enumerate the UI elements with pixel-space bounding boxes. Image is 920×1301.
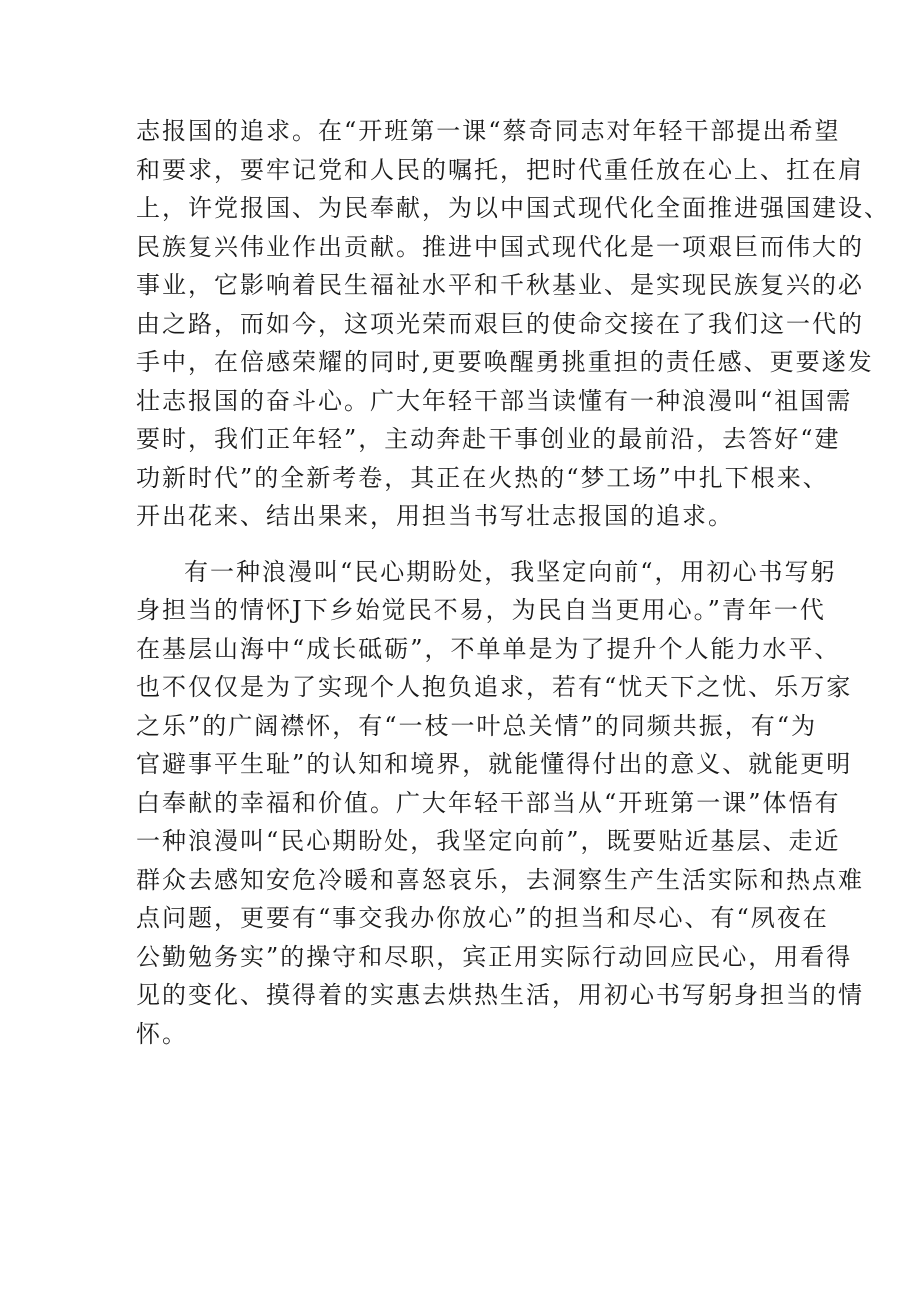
text-line: 有一种浪漫叫“民心期盼处，我坚定向前“，用初心书写躬: [184, 557, 837, 586]
text-line: 也不仅仅是为了实现个人抱负追求，若有“忧天下之忧、乐万家: [136, 673, 853, 701]
text-line: 由之路，而如今，这项光荣而艰巨的使命交接在了我们这一代的: [136, 309, 864, 338]
text-line: 上，许党报国、为民奉献，为以中国式现代化全面推进强国建设、: [136, 194, 890, 222]
text-line: 点问题，更要有“事交我办你放心”的担当和尽心、有“夙夜在: [136, 904, 829, 932]
document-body: [136, 112, 890, 1053]
paragraph-1: [136, 112, 890, 536]
text-line: 官避事平生耻”的认知和境界，就能懂得付出的意义、就能更明: [136, 750, 853, 778]
paragraph-spacer: [136, 536, 816, 553]
text-line: 在基层山海中“成长砥砺”，不单单是为了提升个人能力水平、: [136, 634, 841, 663]
text-line: 白奉献的幸福和价值。广大年轻干部当从“开班第一课”体悟有: [136, 788, 841, 817]
text-line: 怀。: [136, 1019, 188, 1048]
text-line: 公勤勉务实”的操守和尽职，宾正用实际行动回应民心，用看得: [136, 942, 853, 971]
text-line: 和要求，要牢记党和人民的嘱托，把时代重任放在心上、扛在肩: [136, 155, 864, 184]
paragraph-2: [136, 553, 864, 1054]
text-line: 见的变化、摸得着的实惠去烘热生活，用初心书写躬身担当的情: [136, 981, 864, 1009]
text-line: 志报国的追求。在“开班第一课“蔡奇同志对年轻干部提出希望: [136, 117, 841, 145]
text-line: 事业，它影响着民生福祉水平和千秋基业、是实现民族复兴的必: [136, 271, 864, 299]
text-line: 身担当的情怀J下乡始觉民不易，为民自当更用心。”青年一代: [136, 596, 826, 624]
text-line: 要时，我们正年轻”，主动奔赴干事创业的最前沿，去答好“建: [136, 425, 841, 453]
text-line: 开出花来、结出果来，用担当书写壮志报国的追求。: [136, 502, 734, 530]
text-line: 民族复兴伟业作出贡献。推进中国式现代化是一项艰巨而伟大的: [136, 232, 864, 261]
text-line: 功新时代”的全新考卷，其正在火热的“梦工场”中扎下根来、: [136, 463, 829, 492]
text-line: 壮志报国的奋斗心。广大年轻干部当读懂有一种浪漫叫“祖国需: [136, 386, 853, 415]
text-line: 群众去感知安危冷暖和喜怒哀乐，去洞察生产生活实际和热点难: [136, 865, 864, 894]
text-line: 之乐”的广阔襟怀，有“一枝一叶总关情”的同频共振，有“为: [136, 711, 818, 740]
text-line: 手中，在倍感荣耀的同时,更要唤醒勇挑重担的责任感、更要遂发: [136, 348, 874, 376]
text-line: 一种浪漫叫“民心期盼处，我坚定向前”，既要贴近基层、走近: [136, 827, 841, 855]
